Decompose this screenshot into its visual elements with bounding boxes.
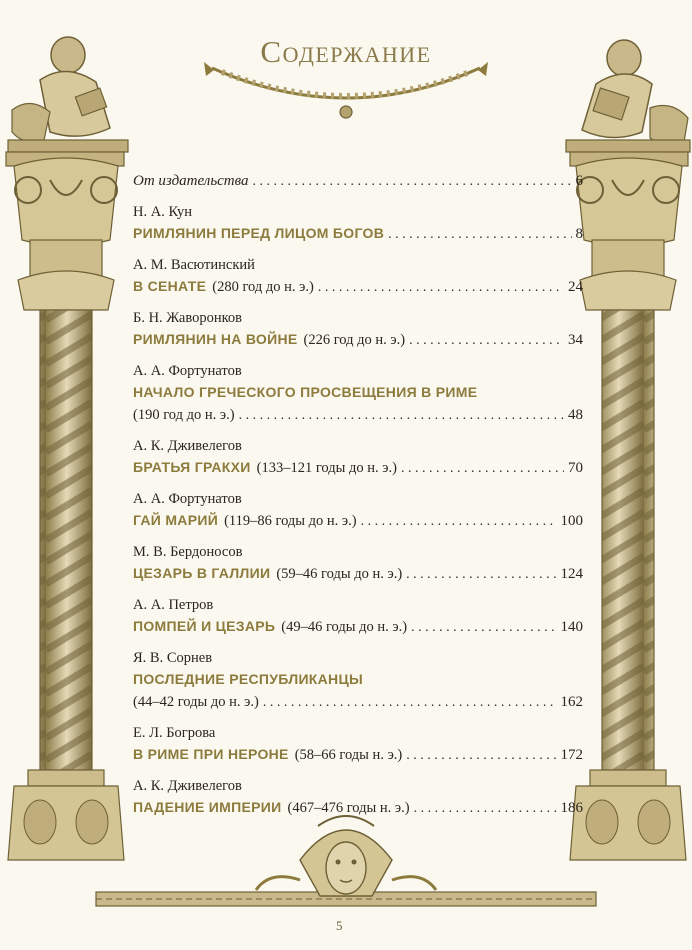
page-folio-number: 5 [336, 918, 343, 933]
leader-dots [239, 405, 564, 427]
leader-dots [388, 224, 571, 246]
leader-dots [263, 692, 557, 714]
toc-entry[interactable] [133, 308, 583, 352]
table-of-contents [133, 170, 583, 829]
toc-entry[interactable] [133, 255, 583, 299]
chapter-title: РИМЛЯНИН ПЕРЕД ЛИЦОМ БОГОВ [133, 225, 385, 241]
author-name: А. К. Дживелегов [133, 778, 242, 794]
chapter-title: ЦЕЗАРЬ В ГАЛЛИИ [133, 565, 271, 581]
chapter-dates: (467–476 годы н. э.) [287, 800, 410, 816]
right-column [566, 40, 690, 860]
chapter-dates: (49–46 годы до н. э.) [281, 619, 408, 635]
page-number: 172 [560, 747, 583, 763]
toc-entry[interactable] [133, 776, 583, 820]
page-number: 70 [568, 460, 583, 476]
leader-dots [253, 171, 572, 193]
page-number: 124 [560, 566, 583, 582]
author-name: А. А. Петров [133, 597, 214, 613]
leader-dots [411, 617, 556, 639]
chapter-dates: (44–42 годы до н. э.) [133, 694, 259, 710]
toc-entry[interactable] [133, 361, 583, 427]
chapter-title: В СЕНАТЕ [133, 278, 207, 294]
page-number: 48 [568, 407, 583, 423]
chapter-dates: (226 год до н. э.) [303, 332, 406, 348]
author-name: А. К. Дживелегов [133, 438, 242, 454]
page-number: 100 [560, 513, 583, 529]
author-name: А. М. Васютинский [133, 257, 255, 273]
leader-dots [361, 511, 557, 533]
page-number: 140 [560, 619, 583, 635]
leader-dots [401, 458, 564, 480]
page-number: 24 [568, 279, 583, 295]
chapter-dates: (133–121 годы до н. э.) [256, 460, 397, 476]
chapter-dates: (280 год до н. э.) [212, 279, 314, 295]
leader-dots [409, 330, 564, 352]
chapter-dates: (58–66 годы н. э.) [294, 747, 403, 763]
toc-entry[interactable] [133, 489, 583, 533]
toc-entry[interactable] [133, 202, 583, 246]
author-name: М. В. Бердоносов [133, 544, 243, 560]
leader-dots [414, 798, 557, 820]
chapter-title: В РИМЕ ПРИ НЕРОНЕ [133, 746, 289, 762]
laurel-garland-icon [204, 62, 488, 118]
author-name: Я. В. Сорнев [133, 650, 213, 666]
chapter-dates: (190 год до н. э.) [133, 407, 235, 423]
toc-entry[interactable] [133, 648, 583, 714]
leader-dots [406, 745, 556, 767]
toc-entry[interactable] [133, 595, 583, 639]
page-number: 186 [560, 800, 583, 816]
toc-intro-label: От издательства [133, 173, 249, 189]
toc-entry[interactable] [133, 542, 583, 586]
author-name: Н. А. Кун [133, 204, 193, 220]
author-name: Е. Л. Богрова [133, 725, 216, 741]
chapter-title: ПОМПЕЙ И ЦЕЗАРЬ [133, 618, 276, 634]
chapter-dates: (119–86 годы до н. э.) [224, 513, 357, 529]
page-number: 34 [568, 332, 583, 348]
leader-dots [406, 564, 556, 586]
page-title: Содержание [260, 34, 432, 69]
page-number: 162 [560, 694, 583, 710]
chapter-title: РИМЛЯНИН НА ВОЙНЕ [133, 331, 298, 347]
leader-dots [318, 277, 564, 299]
author-name: А. А. Фортунатов [133, 363, 242, 379]
page-number: 6 [575, 173, 583, 189]
author-name: Б. Н. Жаворонков [133, 310, 243, 326]
author-name: А. А. Фортунатов [133, 491, 242, 507]
chapter-title: ПАДЕНИЕ ИМПЕРИИ [133, 799, 282, 815]
toc-entry[interactable] [133, 436, 583, 480]
chapter-title: ГАЙ МАРИЙ [133, 512, 219, 528]
chapter-title: БРАТЬЯ ГРАКХИ [133, 459, 251, 475]
toc-entry-intro[interactable] [133, 170, 583, 193]
chapter-title: НАЧАЛО ГРЕЧЕСКОГО ПРОСВЕЩЕНИЯ В РИМЕ [133, 384, 478, 400]
page-number: 8 [575, 226, 583, 242]
left-column [6, 37, 128, 860]
chapter-dates: (59–46 годы до н. э.) [276, 566, 403, 582]
toc-entry[interactable] [133, 723, 583, 767]
chapter-title: ПОСЛЕДНИЕ РЕСПУБЛИКАНЦЫ [133, 671, 364, 687]
